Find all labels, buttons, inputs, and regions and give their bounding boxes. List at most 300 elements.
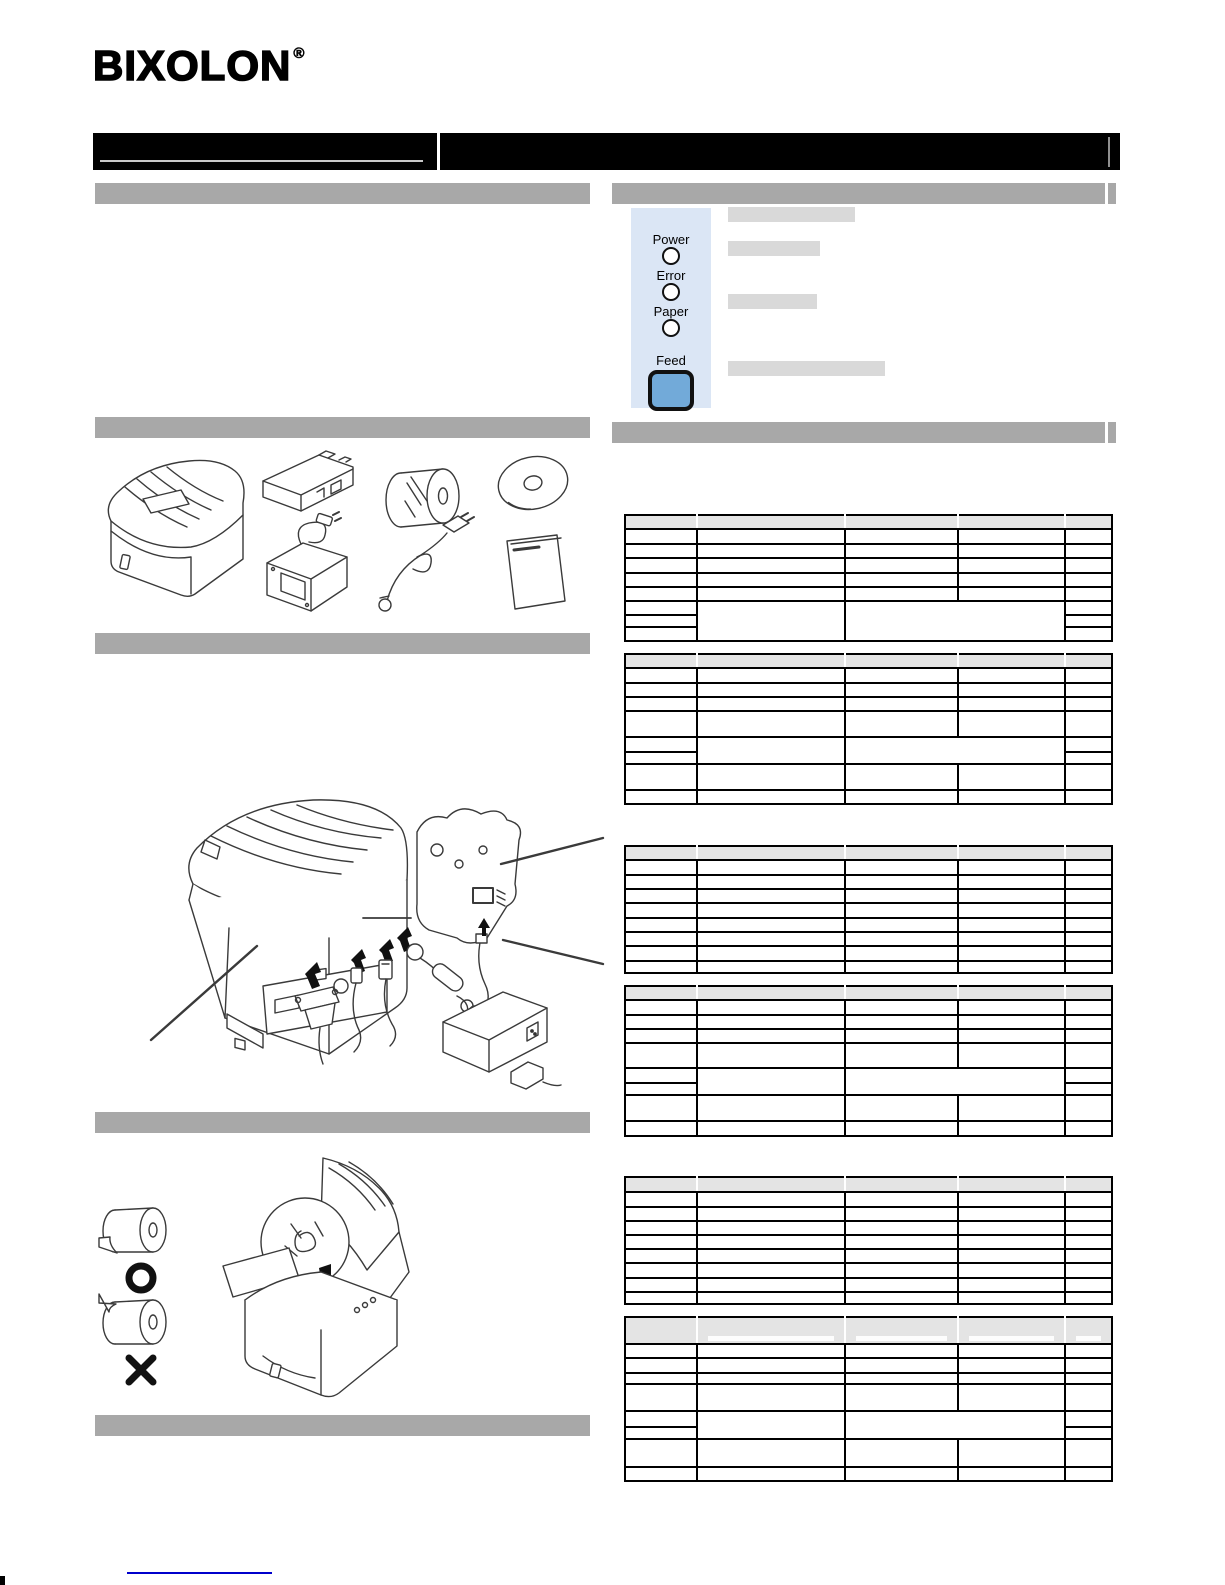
- table-cell: [1065, 1207, 1112, 1221]
- table-row: [625, 918, 1112, 932]
- table-cell: [845, 683, 958, 697]
- table-cell: [958, 558, 1065, 573]
- table-header-cell: [845, 1177, 958, 1192]
- table-cell: [845, 1358, 958, 1373]
- table-cell: [958, 875, 1065, 889]
- cd-icon: [493, 450, 572, 515]
- bixolon-logo: [93, 42, 305, 90]
- table-cell: [845, 1439, 958, 1467]
- table-cell: [625, 875, 697, 889]
- footer-hyperlink[interactable]: [127, 1572, 272, 1574]
- table-header-cell: [697, 515, 845, 529]
- table-row: [625, 903, 1112, 918]
- spec-table-5: [624, 1176, 1113, 1305]
- table-cell: [958, 764, 1065, 790]
- table-cell: [625, 615, 697, 627]
- table-cell: [1065, 1427, 1112, 1439]
- table-cell: [697, 1095, 845, 1121]
- table-cell: [1065, 752, 1112, 764]
- table-row: [625, 875, 1112, 889]
- table-header-cell: [625, 846, 697, 860]
- table-cell: [958, 587, 1065, 601]
- table-cell: [625, 587, 697, 601]
- table-cell: [845, 1249, 958, 1263]
- table-cell: [625, 668, 697, 683]
- spec-table-6: [624, 1316, 1113, 1482]
- table-cell: [958, 683, 1065, 697]
- table-cell: [1065, 1373, 1112, 1384]
- table-cell: [697, 1192, 845, 1207]
- table-cell: [697, 544, 845, 558]
- table-cell: [697, 918, 845, 932]
- table-cell: [958, 932, 1065, 946]
- table-row: [625, 1467, 1112, 1481]
- table-cell: [1065, 1358, 1112, 1373]
- table-row: [625, 764, 1112, 790]
- table-cell: [625, 1192, 697, 1207]
- table-row: [625, 1384, 1112, 1411]
- table-cell: [1065, 1344, 1112, 1358]
- table-row: [625, 946, 1112, 961]
- table-cell: [958, 668, 1065, 683]
- table-row: [625, 1000, 1112, 1015]
- power-led-label: Power: [652, 232, 690, 247]
- table-cell: [958, 889, 1065, 903]
- table-cell: [625, 889, 697, 903]
- adapter-brick-icon: [443, 992, 547, 1072]
- table-cell: [625, 946, 697, 961]
- paper-roll-correct-icon: [99, 1208, 166, 1290]
- table-row: [625, 1192, 1112, 1207]
- table-cell: [625, 683, 697, 697]
- table-cell: [845, 544, 958, 558]
- table-cell: [697, 1263, 845, 1278]
- redacted-text-line-2: [728, 241, 820, 256]
- table-row: [625, 790, 1112, 804]
- table-cell: [697, 668, 845, 683]
- table-cell: [625, 558, 697, 573]
- table-cell: [625, 737, 697, 752]
- table-row: [625, 737, 1112, 752]
- section-heading-right-1: [612, 183, 1105, 204]
- table-header-cell: [845, 846, 958, 860]
- table-cell: [845, 918, 958, 932]
- table-cell: [958, 1263, 1065, 1278]
- table-cell: [1065, 1068, 1112, 1083]
- spec-table-3: [624, 845, 1113, 974]
- table-cell: [697, 932, 845, 946]
- table-cell: [697, 860, 845, 875]
- redacted-text-line-3: [728, 294, 817, 309]
- table-cell: [958, 711, 1065, 737]
- table-cell: [845, 875, 958, 889]
- section-heading-left-2: [95, 417, 590, 438]
- table-cell: [1065, 573, 1112, 587]
- redacted-text-line-4: [728, 361, 885, 376]
- table-cell: [625, 961, 697, 973]
- table-cell: [1065, 558, 1112, 573]
- table-cell: [845, 1411, 1065, 1439]
- table-cell: [697, 529, 845, 544]
- table-cell: [697, 790, 845, 804]
- open-printer-illustration: [223, 1158, 409, 1397]
- table-cell: [845, 1029, 958, 1043]
- table-cell: [845, 889, 958, 903]
- table-cell: [1065, 1192, 1112, 1207]
- table-cell: [697, 587, 845, 601]
- table-cell: [958, 790, 1065, 804]
- paper-led-icon: [662, 319, 680, 337]
- table-header-cell: [958, 1317, 1065, 1344]
- table-cell: [1065, 875, 1112, 889]
- paper-led-label: Paper: [653, 304, 689, 319]
- table-cell: [625, 544, 697, 558]
- table-cell: [625, 1000, 697, 1015]
- table-cell: [1065, 544, 1112, 558]
- table-cell: [845, 587, 958, 601]
- table-header-cell: [697, 1177, 845, 1192]
- table-cell: [958, 918, 1065, 932]
- table-cell: [958, 1121, 1065, 1136]
- redacted-text-line-1: [728, 207, 855, 222]
- table-row: [625, 544, 1112, 558]
- title-bar-model-block: [93, 133, 437, 170]
- table-cell: [697, 601, 845, 641]
- table-cell: [1065, 627, 1112, 641]
- table-cell: [1065, 1384, 1112, 1411]
- table-cell: [1065, 1043, 1112, 1068]
- table-cell: [1065, 711, 1112, 737]
- table-row: [625, 1373, 1112, 1384]
- table-cell: [958, 1029, 1065, 1043]
- table-cell: [1065, 1095, 1112, 1121]
- table-cell: [1065, 932, 1112, 946]
- table-cell: [625, 1249, 697, 1263]
- table-cell: [1065, 1221, 1112, 1235]
- control-panel-illustration: [631, 208, 711, 408]
- table-cell: [625, 1121, 697, 1136]
- table-cell: [845, 932, 958, 946]
- table-cell: [625, 1358, 697, 1373]
- section-heading-left-5: [95, 1415, 590, 1436]
- logo-text: BIXOLON: [93, 42, 292, 89]
- table-cell: [697, 1467, 845, 1481]
- table-cell: [845, 1043, 958, 1068]
- table-cell: [958, 1235, 1065, 1249]
- registered-mark: ®: [293, 45, 306, 62]
- table-cell: [697, 1221, 845, 1235]
- table-cell: [958, 1467, 1065, 1481]
- table-cell: [845, 668, 958, 683]
- table-cell: [845, 1344, 958, 1358]
- table-cell: [625, 1263, 697, 1278]
- table-cell: [1065, 1292, 1112, 1304]
- power-led-icon: [662, 247, 680, 265]
- table-cell: [845, 946, 958, 961]
- table-cell: [845, 1467, 958, 1481]
- table-cell: [697, 1292, 845, 1304]
- table-cell: [697, 1207, 845, 1221]
- table-cell: [1065, 1015, 1112, 1029]
- table-cell: [1065, 764, 1112, 790]
- table-row: [625, 961, 1112, 973]
- table-cell: [625, 627, 697, 641]
- table-row: [625, 1207, 1112, 1221]
- table-row: [625, 1263, 1112, 1278]
- table-cell: [625, 1344, 697, 1358]
- table-cell: [625, 1068, 697, 1083]
- table-cell: [958, 1043, 1065, 1068]
- table-cell: [625, 1439, 697, 1467]
- table-cell: [958, 1278, 1065, 1292]
- table-header-cell: [1065, 1177, 1112, 1192]
- table-cell: [625, 932, 697, 946]
- table-cell: [845, 1384, 958, 1411]
- table-header-cell: [845, 654, 958, 668]
- table-cell: [845, 1221, 958, 1235]
- table-cell: [1065, 946, 1112, 961]
- table-cell: [1065, 961, 1112, 973]
- table-cell: [845, 1068, 1065, 1095]
- table-cell: [845, 1292, 958, 1304]
- table-cell: [697, 1029, 845, 1043]
- table-row: [625, 683, 1112, 697]
- table-cell: [845, 1015, 958, 1029]
- table-row: [625, 697, 1112, 711]
- table-cell: [625, 1373, 697, 1384]
- table-cell: [625, 1221, 697, 1235]
- table-header-cell: [697, 654, 845, 668]
- table-cell: [697, 875, 845, 889]
- table-cell: [845, 1278, 958, 1292]
- table-cell: [845, 711, 958, 737]
- table-cell: [697, 1121, 845, 1136]
- table-header-cell: [625, 515, 697, 529]
- table-cell: [1065, 903, 1112, 918]
- table-cell: [845, 529, 958, 544]
- table-cell: [1065, 889, 1112, 903]
- table-cell: [1065, 601, 1112, 615]
- table-cell: [958, 1000, 1065, 1015]
- table-cell: [625, 1235, 697, 1249]
- table-cell: [958, 1358, 1065, 1373]
- table-cell: [1065, 615, 1112, 627]
- interface-cover-icon: [263, 451, 353, 511]
- table-cell: [845, 764, 958, 790]
- table-row: [625, 1043, 1112, 1068]
- section-heading-left-4: [95, 1112, 590, 1133]
- title-bar-doc-block: [440, 133, 1120, 170]
- table-cell: [958, 573, 1065, 587]
- cable-connection-illustration: [145, 788, 605, 1108]
- table-cell: [625, 1411, 697, 1427]
- table-cell: [1065, 918, 1112, 932]
- table-cell: [625, 790, 697, 804]
- table-cell: [845, 1207, 958, 1221]
- table-cell: [958, 946, 1065, 961]
- error-led-label: Error: [656, 268, 686, 283]
- table-row: [625, 573, 1112, 587]
- paper-roll-wrong-icon: [99, 1294, 166, 1382]
- title-bar-divider: [1108, 137, 1110, 167]
- table-header-cell: [1065, 515, 1112, 529]
- table-cell: [958, 1373, 1065, 1384]
- table-row: [625, 1344, 1112, 1358]
- table-cell: [845, 1373, 958, 1384]
- table-cell: [845, 1263, 958, 1278]
- table-row: [625, 601, 1112, 615]
- feed-button-label: Feed: [656, 353, 686, 368]
- table-header-cell: [845, 986, 958, 1000]
- table-row: [625, 860, 1112, 875]
- table-cell: [1065, 1263, 1112, 1278]
- table-cell: [958, 1249, 1065, 1263]
- table-cell: [958, 1015, 1065, 1029]
- table-header-cell: [1065, 846, 1112, 860]
- table-header-cell: [1065, 1317, 1112, 1344]
- table-cell: [697, 1344, 845, 1358]
- table-cell: [958, 1439, 1065, 1467]
- table-cell: [1065, 1235, 1112, 1249]
- table-cell: [697, 1439, 845, 1467]
- table-cell: [625, 1278, 697, 1292]
- table-cell: [958, 860, 1065, 875]
- interface-board-illustration: [417, 809, 521, 1016]
- printer-rear-illustration: [189, 800, 408, 1054]
- table-cell: [1065, 1121, 1112, 1136]
- table-cell: [958, 1344, 1065, 1358]
- table-cell: [697, 1068, 845, 1095]
- table-cell: [1065, 1083, 1112, 1095]
- table-cell: [697, 889, 845, 903]
- table-cell: [625, 860, 697, 875]
- table-cell: [958, 903, 1065, 918]
- table-cell: [697, 1411, 845, 1439]
- table-cell: [845, 1095, 958, 1121]
- table-cell: [697, 1000, 845, 1015]
- table-cell: [958, 961, 1065, 973]
- table-cell: [1065, 860, 1112, 875]
- table-cell: [697, 737, 845, 764]
- table-header-cell: [625, 986, 697, 1000]
- section-heading-left-1: [95, 183, 590, 204]
- table-header-cell: [625, 654, 697, 668]
- table-cell: [697, 764, 845, 790]
- table-cell: [1065, 1249, 1112, 1263]
- table-cell: [697, 1015, 845, 1029]
- table-header-cell: [845, 515, 958, 529]
- table-row: [625, 1411, 1112, 1427]
- table-row: [625, 1221, 1112, 1235]
- table-row: [625, 1292, 1112, 1304]
- table-row: [625, 1249, 1112, 1263]
- table-row: [625, 711, 1112, 737]
- table-row: [625, 587, 1112, 601]
- table-cell: [697, 1278, 845, 1292]
- table-cell: [958, 1384, 1065, 1411]
- table-header-cell: [958, 846, 1065, 860]
- table-header-cell: [625, 1177, 697, 1192]
- table-row: [625, 668, 1112, 683]
- table-cell: [958, 1095, 1065, 1121]
- table-cell: [625, 1083, 697, 1095]
- table-cell: [697, 1373, 845, 1384]
- table-cell: [845, 601, 1065, 641]
- spec-table-2: [624, 653, 1113, 805]
- table-row: [625, 1121, 1112, 1136]
- table-cell: [625, 1029, 697, 1043]
- printer-illustration: [108, 460, 244, 596]
- table-header-cell: [625, 1317, 697, 1344]
- table-cell: [1065, 790, 1112, 804]
- table-cell: [697, 1384, 845, 1411]
- section-heading-tab: [1108, 422, 1116, 443]
- section-heading-tab: [1108, 183, 1116, 204]
- table-cell: [845, 697, 958, 711]
- section-heading-left-3: [95, 633, 590, 654]
- table-row: [625, 529, 1112, 544]
- section-heading-right-2: [612, 422, 1105, 443]
- table-cell: [845, 860, 958, 875]
- table-cell: [697, 946, 845, 961]
- paper-installation-illustration: [95, 1150, 435, 1400]
- table-cell: [845, 1121, 958, 1136]
- table-cell: [625, 573, 697, 587]
- table-cell: [1065, 529, 1112, 544]
- table-cell: [845, 961, 958, 973]
- table-cell: [958, 1207, 1065, 1221]
- table-header-cell: [697, 846, 845, 860]
- table-header-cell: [697, 1317, 845, 1344]
- power-cord-icon: [379, 513, 474, 611]
- table-header-cell: [958, 654, 1065, 668]
- table-cell: [625, 1043, 697, 1068]
- table-cell: [697, 1358, 845, 1373]
- table-cell: [958, 544, 1065, 558]
- page-corner-mark: [0, 1576, 5, 1585]
- table-cell: [697, 558, 845, 573]
- table-cell: [625, 711, 697, 737]
- table-row: [625, 558, 1112, 573]
- table-cell: [1065, 1467, 1112, 1481]
- table-cell: [625, 1095, 697, 1121]
- table-row: [625, 932, 1112, 946]
- spec-table-4: [624, 985, 1113, 1137]
- table-header-cell: [1065, 986, 1112, 1000]
- table-cell: [625, 1384, 697, 1411]
- table-header-cell: [958, 1177, 1065, 1192]
- table-cell: [845, 1192, 958, 1207]
- table-cell: [958, 1221, 1065, 1235]
- table-header-cell: [697, 986, 845, 1000]
- table-cell: [958, 1192, 1065, 1207]
- table-cell: [958, 697, 1065, 711]
- table-cell: [697, 1249, 845, 1263]
- table-cell: [1065, 1000, 1112, 1015]
- table-cell: [625, 601, 697, 615]
- table-cell: [625, 1467, 697, 1481]
- table-header-cell: [1065, 654, 1112, 668]
- package-contents-illustration: [95, 443, 595, 618]
- title-underline: [100, 160, 423, 162]
- table-cell: [1065, 1439, 1112, 1467]
- table-cell: [1065, 683, 1112, 697]
- table-cell: [697, 573, 845, 587]
- table-cell: [625, 1292, 697, 1304]
- table-cell: [625, 903, 697, 918]
- table-header-cell: [958, 986, 1065, 1000]
- ac-plug-icon: [511, 1062, 561, 1089]
